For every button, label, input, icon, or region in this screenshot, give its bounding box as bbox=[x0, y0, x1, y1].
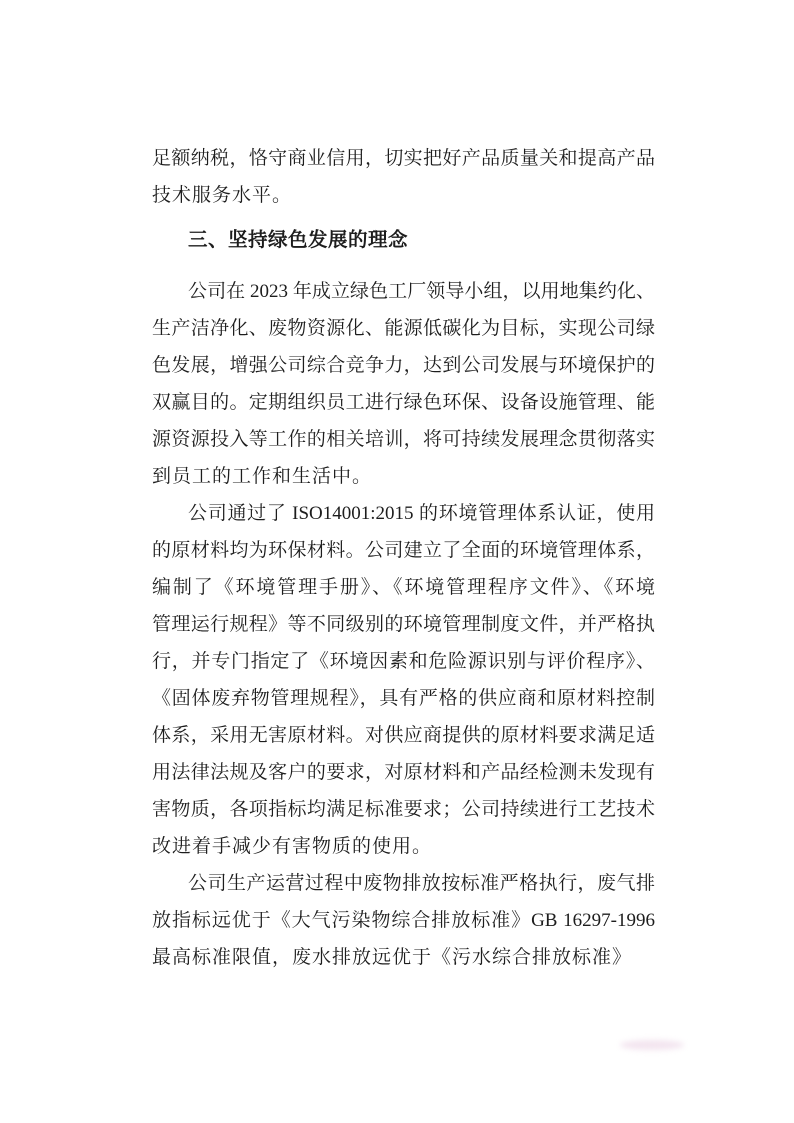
text-line: 双赢目的。定期组织员工进行绿色环保、设备设施管理、能 bbox=[152, 392, 655, 413]
text-line: 体系，采用无害原材料。对供应商提供的原材料要求满足适 bbox=[152, 725, 655, 746]
document-text-block bbox=[152, 140, 655, 976]
text-line: 《固体废弃物管理规程》，具有严格的供应商和原材料控制 bbox=[152, 688, 655, 709]
text-line: 足额纳税，恪守商业信用，切实把好产品质量关和提高产品 bbox=[152, 148, 655, 169]
text-line: 害物质，各项指标均满足标准要求；公司持续进行工艺技术 bbox=[152, 799, 655, 820]
text-line: 到员工的工作和生活中。 bbox=[152, 466, 373, 487]
text-line: 编制了《环境管理手册》、《环境管理程序文件》、《环境 bbox=[152, 577, 655, 598]
text-line: 公司生产运营过程中废物排放按标准严格执行，废气排 bbox=[188, 873, 655, 894]
text-line: 放指标远优于《大气污染物综合排放标准》GB 16297-1996 bbox=[152, 910, 655, 931]
pink-watermark-smudge bbox=[620, 1040, 684, 1050]
paragraph-green-factory-group bbox=[152, 273, 655, 495]
text-line: 最高标准限值，废水排放远优于《污水综合排放标准》 bbox=[152, 947, 633, 968]
paragraph-business-credit-continuation bbox=[152, 140, 655, 214]
text-line: 公司在 2023 年成立绿色工厂领导小组，以用地集约化、 bbox=[188, 281, 655, 302]
paragraph-iso-environment-system bbox=[152, 495, 655, 865]
text-line: 源资源投入等工作的相关培训，将可持续发展理念贯彻落实 bbox=[152, 429, 655, 450]
text-line: 的原材料均为环保材料。公司建立了全面的环境管理体系， bbox=[152, 540, 655, 561]
text-line: 用法律法规及客户的要求，对原材料和产品经检测未发现有 bbox=[152, 762, 655, 783]
section-heading-green-development: 三、坚持绿色发展的理念 bbox=[188, 230, 409, 251]
text-line: 行，并专门指定了《环境因素和危险源识别与评价程序》、 bbox=[152, 651, 655, 672]
text-line: 公司通过了 ISO14001:2015 的环境管理体系认证，使用 bbox=[188, 503, 655, 524]
text-line: 管理运行规程》等不同级别的环境管理制度文件，并严格执 bbox=[152, 614, 655, 635]
text-line: 生产洁净化、废物资源化、能源低碳化为目标，实现公司绿 bbox=[152, 318, 655, 339]
text-line: 技术服务水平。 bbox=[152, 185, 293, 206]
text-line: 改进着手减少有害物质的使用。 bbox=[152, 836, 433, 857]
text-line: 色发展，增强公司综合竞争力，达到公司发展与环境保护的 bbox=[152, 355, 655, 376]
paragraph-emission-standards bbox=[152, 865, 655, 976]
